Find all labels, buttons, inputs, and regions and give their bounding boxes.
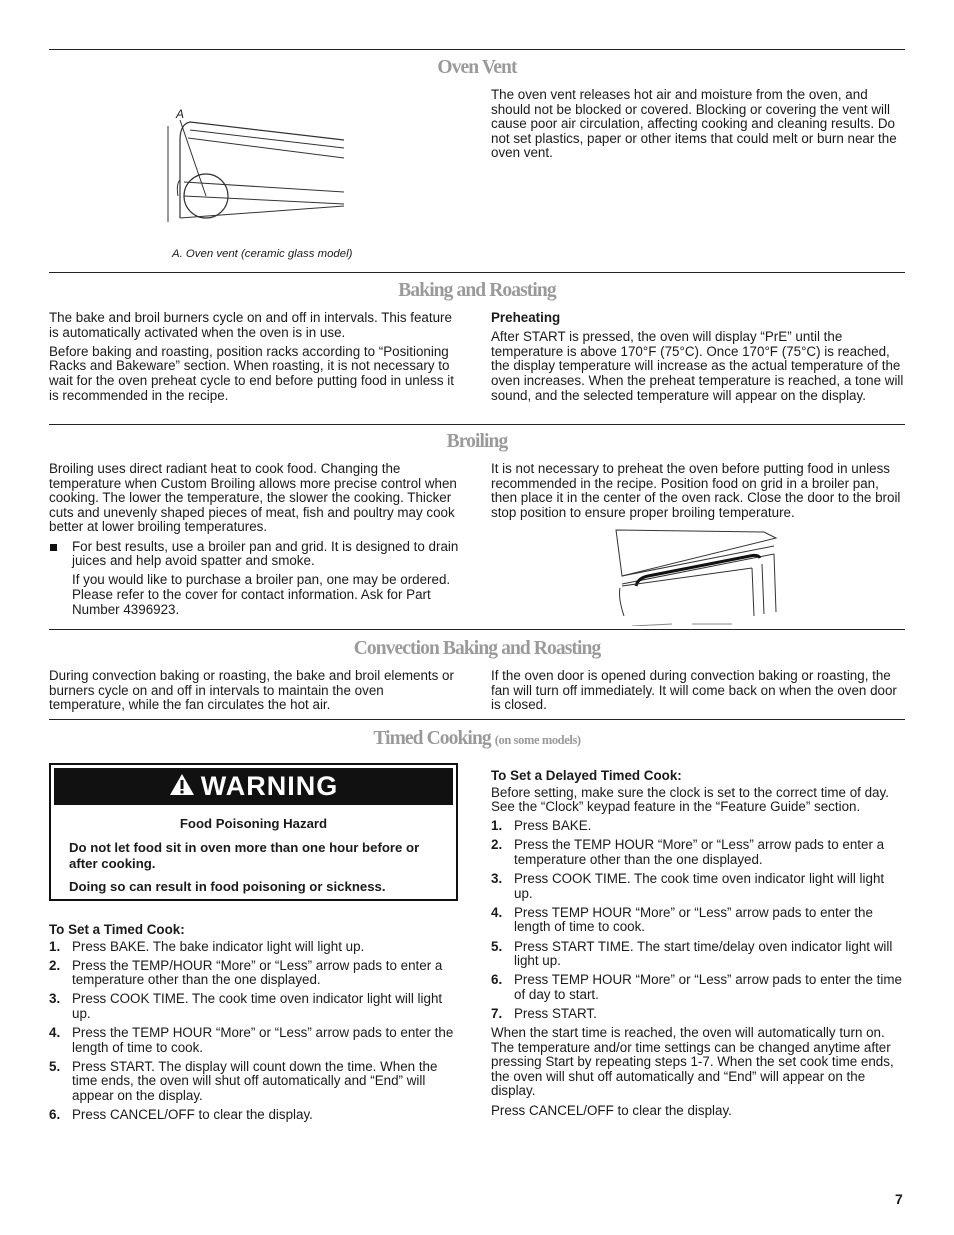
timed-cooking-note: (on some models) <box>494 733 581 747</box>
delayed-cook-steps <box>491 819 905 1021</box>
list-item: 7. Press START. <box>491 1005 597 1021</box>
bullet-square-icon <box>50 544 57 551</box>
list-item: 5. Press START. The display will count down the time. When the time ends, the oven will shut off automatically and “End” will appear on the display. <box>49 1058 438 1103</box>
paragraph: After START is pressed, the oven will display “PrE” until the temperature is above 170°F (75°C). Once 170°F (75°C) is reached, the display temperature will increase as the actual temperature of the oven increases. When the preheat temperature is reached, a tone will sound, and the selected temperature will appear on the display. <box>491 329 904 403</box>
figure-label-a: A <box>176 107 185 121</box>
list-item: 5. Press START TIME. The start time/delay oven indicator light will light up. <box>491 938 893 969</box>
bullet-item <box>49 540 463 618</box>
convection-right-column <box>491 669 905 717</box>
warning-text: Do not let food sit in oven more than one hour before or after cooking. <box>69 840 420 871</box>
broil-door-illustration <box>612 528 782 626</box>
convection-left-column <box>49 669 463 717</box>
warning-text: Doing so can result in food poisoning or sickness. <box>69 879 386 894</box>
paragraph: The bake and broil burners cycle on and off in intervals. This feature is automatically activated when the oven is in use. <box>49 310 452 340</box>
broiling-right-column <box>491 462 905 525</box>
subheading-delayed-timed-cook: To Set a Delayed Timed Cook: <box>491 768 682 783</box>
divider <box>49 49 905 50</box>
warning-body <box>51 808 456 895</box>
paragraph: It is not necessary to preheat the oven before putting food in unless recommended in the recipe. Position food on grid in a broiler pan, then place it in the center of the oven rack. Close the door to the broil stop position to ensure proper broiling temperature. <box>491 461 901 520</box>
subheading-preheating: Preheating <box>491 310 561 325</box>
divider <box>49 272 905 273</box>
list-item: 3. Press COOK TIME. The cook time oven indicator light will light up. <box>49 991 443 1021</box>
list-item: 4. Press TEMP HOUR “More” or “Less” arrow pads to enter the length of time to cook. <box>491 904 873 935</box>
list-item: 2. Press the TEMP HOUR “More” or “Less” arrow pads to enter a temperature other than the one displayed. <box>491 837 885 868</box>
timed-cooking-title: Timed Cooking <box>373 728 491 749</box>
paragraph: The oven vent releases hot air and moisture from the oven, and should not be blocked or covered. Blocking or covering the vent will cause poor air circulation, affecting cooking and cleaning results. Do not set plastics, paper or other items that could melt or burn near the oven vent. <box>491 87 897 161</box>
figure-caption: A. Oven vent (ceramic glass model) <box>172 248 353 260</box>
section-title-baking: Baking and Roasting <box>398 280 556 301</box>
divider <box>49 719 905 720</box>
page-number: 7 <box>895 1191 903 1207</box>
warning-hazard: Food Poisoning Hazard <box>179 816 328 831</box>
list-item: 6. Press CANCEL/OFF to clear the display. <box>49 1107 313 1123</box>
list-item: 6. Press TEMP HOUR “More” or “Less” arrow pads to enter the time of day to start. <box>491 972 902 1002</box>
section-title-oven-vent: Oven Vent <box>437 57 517 78</box>
paragraph: Broiling uses direct radiant heat to cook food. Changing the temperature when Custom Broiling allows more precise control when cooking. The lower the temperature, the slower the cooking. Thicker cuts and unevenly shaped pieces of meat, fish and poultry may cook better at lower broiling temperatures. <box>49 461 457 535</box>
oven-vent-text-column <box>491 88 905 166</box>
timed-cook-steps <box>49 940 463 1123</box>
section-title-convection: Convection Baking and Roasting <box>353 638 601 659</box>
timed-cook-left-column <box>49 923 463 1127</box>
list-item: 1. Press BAKE. <box>491 818 592 834</box>
subheading-set-timed-cook: To Set a Timed Cook: <box>49 922 185 937</box>
baking-right-column <box>491 311 905 408</box>
paragraph: Before baking and roasting, position racks according to “Positioning Racks and Bakeware” section. When roasting, it is not necessary to wait for the oven preheat cycle to end before putting food in unless it is recommended in the recipe. <box>49 343 454 403</box>
warning-label: WARNING <box>200 771 339 801</box>
paragraph: When the start time is reached, the oven will automatically turn on. The temperature and/or time settings can be changed anytime after pressing Start by repeating steps 1-7. When the set cook time ends, the oven will shut off automatically and “End” will appear on the display. <box>491 1025 894 1099</box>
list-item: 2. Press the TEMP/HOUR “More” or “Less” arrow pads to enter a temperature other than the one displayed. <box>49 957 443 988</box>
paragraph: If the oven door is opened during convection baking or roasting, the fan will turn off immediately. It will come back on when the oven door is closed. <box>491 668 897 713</box>
divider <box>49 424 905 425</box>
warning-header <box>54 768 453 805</box>
paragraph: Press CANCEL/OFF to clear the display. <box>491 1102 732 1118</box>
broiling-left-column <box>49 462 463 622</box>
section-title-timed-cooking <box>0 728 954 749</box>
warning-box <box>49 763 458 901</box>
section-title-broiling: Broiling <box>446 431 508 452</box>
baking-left-column <box>49 311 463 408</box>
list-item: 1. Press BAKE. The bake indicator light will light up. <box>49 938 365 954</box>
oven-vent-illustration <box>160 100 360 230</box>
list-item: 4. Press the TEMP HOUR “More” or “Less” arrow pads to enter the length of time to cook. <box>49 1025 454 1055</box>
paragraph: For best results, use a broiler pan and grid. It is designed to drain juices and help avoid spatter and smoke. <box>72 538 459 569</box>
divider <box>49 629 905 630</box>
paragraph: If you would like to purchase a broiler pan, one may be ordered. Please refer to the cover for contact information. Ask for Part Number 4396923. <box>72 572 451 617</box>
delayed-cook-right-column <box>491 769 905 1123</box>
warning-triangle-icon <box>169 773 195 796</box>
paragraph: Before setting, make sure the clock is set to the correct time of day. See the “Clock” keypad feature in the “Feature Guide” section. <box>491 784 889 815</box>
list-item: 3. Press COOK TIME. The cook time oven indicator light will light up. <box>491 871 885 901</box>
paragraph: During convection baking or roasting, the bake and broil elements or burners cycle on and off in intervals to maintain the oven temperature, while the fan circulates the hot air. <box>49 668 454 713</box>
